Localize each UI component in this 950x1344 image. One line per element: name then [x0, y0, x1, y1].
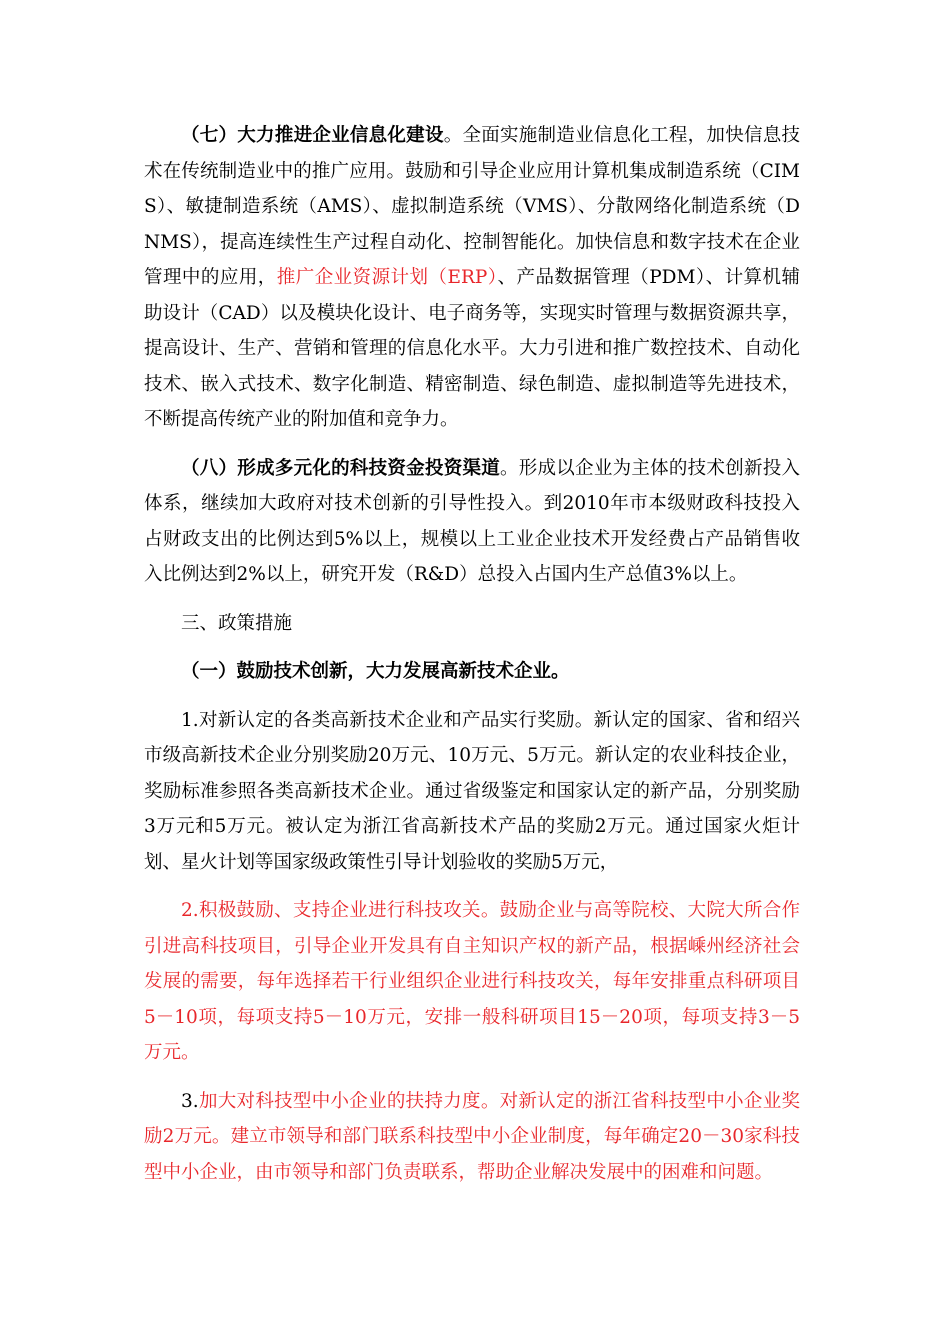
- item-3-number: 3.: [181, 1090, 199, 1112]
- item-1: 1.对新认定的各类高新技术企业和产品实行奖励。新认定的国家、省和绍兴市级高新技术企业分别奖励20万元、10万元、5万元。新认定的农业科技企业，奖励标准参照各类高新技术企业。通过省级鉴定和国家认定的新产品，分别奖励3万元和5万元。被认定为浙江省高新技术产品的奖励2万元。通过国家火炬计划、星火计划等国家级政策性引导计划验收的奖励5万元，: [144, 709, 800, 873]
- spacer: [144, 438, 800, 451]
- paragraph-8-text: 。形成以企业为主体的技术创新投入体系，继续加大政府对技术创新的引导性投入。到2010年市本级财政科技投入占财政支出的比例达到5%以上，规模以上工业企业技术开发经费占产品销售收入比例达到2%以上，研究开发（R&D）总投入占国内生产总值3%以上。: [144, 457, 800, 585]
- paragraph-7-highlight: 推广企业资源计划（ERP）: [276, 267, 498, 288]
- paragraph-8-heading: （八）形成多元化的科技资金投资渠道: [181, 457, 501, 479]
- spacer: [144, 641, 800, 654]
- paragraph-7: [144, 118, 800, 438]
- paragraph-7-text-2: 、产品数据管理（PDM）、计算机辅助设计（CAD）以及模块化设计、电子商务等，实现实时管理与数据资源共享，提高设计、生产、营销和管理的信息化水平。大力引进和推广数控技术、自动化技术、嵌入式技术、数字化制造、精密制造、绿色制造、虚拟制造等先进技术，不断提高传统产业的附加值和竞争力。: [144, 267, 800, 430]
- subsection-1-heading: （一）鼓励技术创新，大力发展高新技术企业。: [181, 661, 570, 682]
- spacer: [144, 593, 800, 606]
- spacer: [144, 1071, 800, 1084]
- item-3: [144, 1084, 800, 1191]
- paragraph-8: [144, 451, 800, 593]
- section-3-title: 三、政策措施: [181, 612, 293, 634]
- paragraph-7-text-1: 。全面实施制造业信息化工程，加快信息技术在传统制造业中的推广应用。鼓励和引导企业应用计算机集成制造系统（CIMS）、敏捷制造系统（AMS）、虚拟制造系统（VMS）、分散网络化制造系统（DNMS），提高连续性生产过程自动化、控制智能化。加快信息和数字技术在企业管理中的应用，: [144, 125, 800, 288]
- item-2: 2.积极鼓励、支持企业进行科技攻关。鼓励企业与高等院校、大院大所合作引进高科技项目，引导企业开发具有自主知识产权的新产品，根据嵊州经济社会发展的需要，每年选择若干行业组织企业进行科技攻关，每年安排重点科研项目5－10项，每项支持5－10万元，安排一般科研项目15－20项，每项支持3－5万元。: [144, 900, 800, 1063]
- paragraph-7-heading: （七）大力推进企业信息化建设: [181, 125, 444, 146]
- spacer: [144, 690, 800, 703]
- spacer: [144, 880, 800, 893]
- item-3-text: 加大对科技型中小企业的扶持力度。对新认定的浙江省科技型中小企业奖励2万元。建立市领导和部门联系科技型中小企业制度，每年确定20－30家科技型中小企业，由市领导和部门负责联系，帮助企业解决发展中的困难和问题。: [144, 1090, 800, 1183]
